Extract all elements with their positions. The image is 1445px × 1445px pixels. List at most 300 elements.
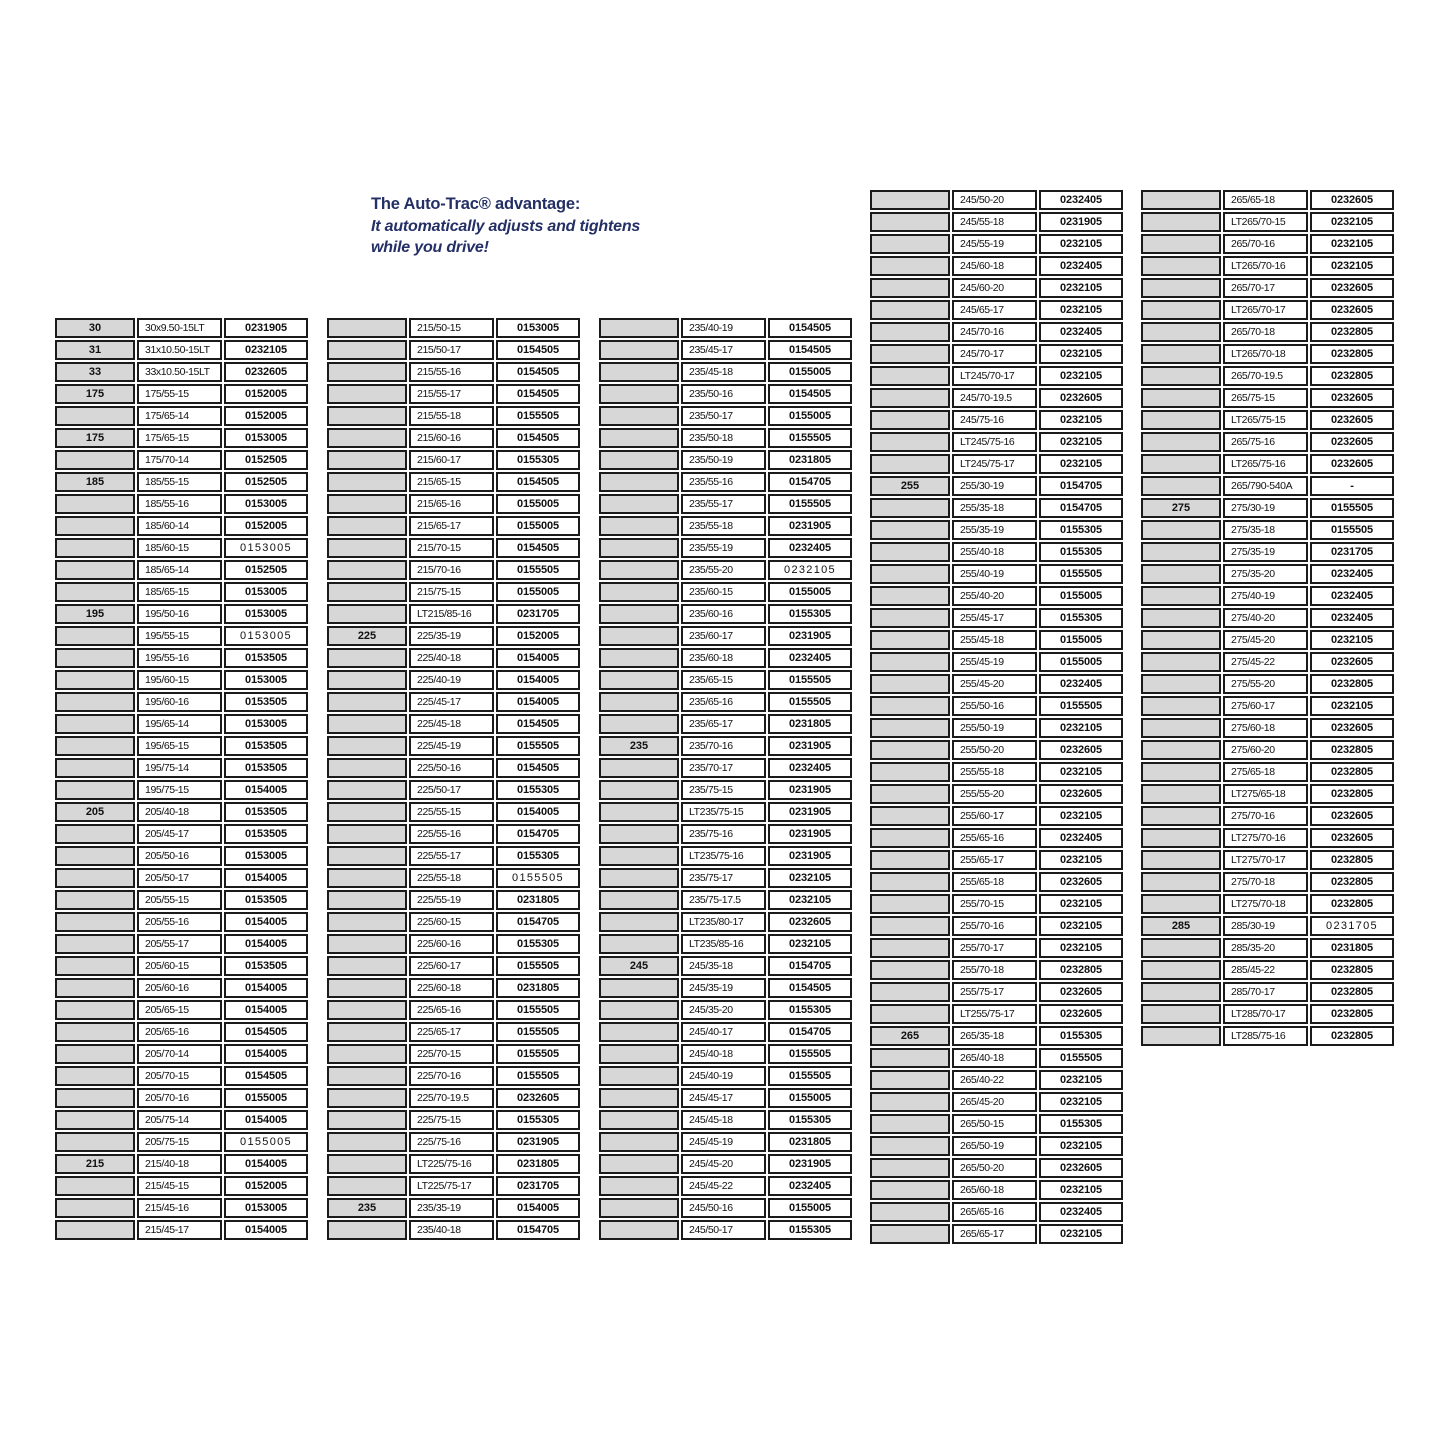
group-label-cell [870,564,950,584]
tire-size-cell: 215/50-17 [409,340,494,360]
table-row [327,1110,580,1130]
part-number-cell: 0152005 [224,384,308,404]
tire-size-cell: 245/40-18 [681,1044,766,1064]
table-row [599,340,852,360]
table-row [599,1000,852,1020]
part-number-cell: 0231905 [768,824,852,844]
group-label-cell: 30 [55,318,135,338]
table-row [870,630,1123,650]
table-row [1141,872,1394,892]
tire-size-cell: 215/65-17 [409,516,494,536]
part-number-cell: 0232105 [768,890,852,910]
part-number-cell: 0154005 [496,802,580,822]
table-row [870,498,1123,518]
table-row [1141,960,1394,980]
table-row [870,388,1123,408]
tire-size-cell: 185/60-14 [137,516,222,536]
table-row [327,1044,580,1064]
table-row [599,1088,852,1108]
group-label-cell [870,498,950,518]
group-label-cell [870,1004,950,1024]
part-number-cell: 0152005 [224,516,308,536]
table-row [599,472,852,492]
tire-size-cell: 30x9.50-15LT [137,318,222,338]
part-number-cell: 0232605 [1039,982,1123,1002]
group-label-cell [599,1044,679,1064]
group-label-cell [1141,982,1221,1002]
part-number-cell: 0155005 [496,582,580,602]
group-label-cell [870,256,950,276]
group-label-cell: 195 [55,604,135,624]
part-number-cell: 0232105 [1039,1180,1123,1200]
part-number-cell: 0154005 [224,912,308,932]
tire-size-cell: 225/60-16 [409,934,494,954]
table-row [55,736,308,756]
part-number-cell: 0154705 [768,956,852,976]
part-number-cell: 0155005 [224,1132,308,1152]
group-label-cell [55,450,135,470]
group-label-cell [55,780,135,800]
tire-size-cell: 265/35-18 [952,1026,1037,1046]
group-label-cell [327,780,407,800]
group-label-cell [55,868,135,888]
group-label-cell [870,520,950,540]
table-row [870,828,1123,848]
part-number-cell: 0232405 [1039,828,1123,848]
tire-size-cell: 195/65-15 [137,736,222,756]
size-table-3 [599,318,852,1240]
part-number-cell: 0231905 [768,846,852,866]
table-row [327,494,580,514]
group-label-cell [1141,652,1221,672]
part-number-cell: 0155505 [496,1044,580,1064]
tire-size-cell: 195/55-15 [137,626,222,646]
group-label-cell [870,1202,950,1222]
part-number-cell: 0153005 [224,538,308,558]
table-row [870,366,1123,386]
table-row [1141,740,1394,760]
part-number-cell: 0232605 [1039,388,1123,408]
group-label-cell [870,278,950,298]
group-label-cell [870,872,950,892]
part-number-cell: 0154705 [496,824,580,844]
table-row [1141,718,1394,738]
group-label-cell [870,1180,950,1200]
part-number-cell: 0155005 [496,516,580,536]
part-number-cell: 0154005 [224,868,308,888]
table-row [55,1154,308,1174]
group-label-cell [327,516,407,536]
table-row [870,1202,1123,1222]
group-label-cell [327,1220,407,1240]
table-row [599,1176,852,1196]
table-row [327,538,580,558]
table-row [1141,696,1394,716]
tire-size-cell: 175/65-14 [137,406,222,426]
part-number-cell: 0232605 [1039,872,1123,892]
group-label-cell [327,538,407,558]
group-label-cell [870,454,950,474]
tire-size-cell: 275/60-18 [1223,718,1308,738]
part-number-cell: 0154505 [224,1022,308,1042]
group-label-cell [1141,344,1221,364]
group-label-cell: 33 [55,362,135,382]
part-number-cell: 0155505 [1310,498,1394,518]
part-number-cell: 0154505 [768,384,852,404]
part-number-cell: 0155305 [1039,1026,1123,1046]
table-row [55,1110,308,1130]
table-row [599,846,852,866]
part-number-cell: 0155305 [496,780,580,800]
part-number-cell: 0155505 [496,1066,580,1086]
group-label-cell: 31 [55,340,135,360]
table-row [870,322,1123,342]
part-number-cell: 0232805 [1310,894,1394,914]
group-label-cell [870,674,950,694]
part-number-cell: 0232105 [1039,432,1123,452]
group-label-cell [599,428,679,448]
tire-size-cell: LT245/75-17 [952,454,1037,474]
group-label-cell [1141,762,1221,782]
table-row [599,978,852,998]
tire-size-cell: 265/70-18 [1223,322,1308,342]
table-row [1141,608,1394,628]
table-row [55,582,308,602]
table-row [327,560,580,580]
tire-size-cell: 275/30-19 [1223,498,1308,518]
table-row [327,406,580,426]
group-label-cell [870,322,950,342]
part-number-cell: 0155505 [768,494,852,514]
tire-size-cell: 265/70-17 [1223,278,1308,298]
part-number-cell: 0232105 [1039,366,1123,386]
part-number-cell: 0232605 [1039,1158,1123,1178]
table-row [870,212,1123,232]
table-row [327,978,580,998]
table-row [599,582,852,602]
tire-size-cell: 265/45-20 [952,1092,1037,1112]
group-label-cell [870,1092,950,1112]
tire-size-cell: 205/65-16 [137,1022,222,1042]
group-label-cell [599,780,679,800]
part-number-cell: 0232405 [1310,586,1394,606]
tire-size-cell: 255/40-18 [952,542,1037,562]
tire-size-cell: LT265/70-18 [1223,344,1308,364]
table-row [327,1132,580,1152]
part-number-cell: 0231905 [768,802,852,822]
part-number-cell: 0232605 [1310,828,1394,848]
table-row [1141,498,1394,518]
tire-size-cell: 235/75-16 [681,824,766,844]
group-label-cell: 255 [870,476,950,496]
tire-size-cell: 275/55-20 [1223,674,1308,694]
tire-size-cell: LT265/70-17 [1223,300,1308,320]
part-number-cell: 0153005 [224,846,308,866]
tire-size-cell: 235/75-17 [681,868,766,888]
group-label-cell [327,1066,407,1086]
table-row [599,318,852,338]
part-number-cell: 0232405 [768,538,852,558]
part-number-cell: 0231905 [1039,212,1123,232]
part-number-cell: 0152005 [224,1176,308,1196]
part-number-cell: 0232805 [1310,982,1394,1002]
part-number-cell: 0155505 [768,670,852,690]
tire-size-cell: 275/35-20 [1223,564,1308,584]
group-label-cell [599,494,679,514]
table-row [55,1132,308,1152]
table-row [55,1044,308,1064]
table-row [870,608,1123,628]
table-row [1141,916,1394,936]
part-number-cell: 0231905 [768,780,852,800]
group-label-cell [327,1132,407,1152]
part-number-cell: 0231705 [496,1176,580,1196]
tire-size-cell: 225/45-17 [409,692,494,712]
table-row [327,516,580,536]
part-number-cell: 0232105 [1039,1070,1123,1090]
part-number-cell: 0232805 [1310,1026,1394,1046]
part-number-cell: 0232405 [1039,190,1123,210]
part-number-cell: 0152505 [224,450,308,470]
table-row [55,428,308,448]
table-row [1141,828,1394,848]
tire-size-cell: 235/55-16 [681,472,766,492]
tire-size-cell: 235/35-19 [409,1198,494,1218]
group-label-cell [327,406,407,426]
table-row [327,1022,580,1042]
table-row [870,696,1123,716]
tire-size-cell: 235/55-20 [681,560,766,580]
part-number-cell: 0153005 [224,626,308,646]
table-row [327,824,580,844]
tire-size-cell: 235/55-17 [681,494,766,514]
table-row [599,604,852,624]
table-row [327,868,580,888]
tire-size-cell: 245/50-16 [681,1198,766,1218]
group-label-cell: 215 [55,1154,135,1174]
table-row [327,758,580,778]
table-row [870,410,1123,430]
group-label-cell [327,670,407,690]
table-row [870,256,1123,276]
table-row [55,1088,308,1108]
tire-size-cell: 265/70-19.5 [1223,366,1308,386]
part-number-cell: 0155505 [1039,696,1123,716]
table-row [870,1158,1123,1178]
tire-size-cell: 205/75-14 [137,1110,222,1130]
part-number-cell: - [1310,476,1394,496]
group-label-cell: 245 [599,956,679,976]
part-number-cell: 0232805 [1310,850,1394,870]
group-label-cell [55,934,135,954]
part-number-cell: 0232805 [1310,1004,1394,1024]
tire-size-cell: 255/50-20 [952,740,1037,760]
tire-size-cell: 255/65-18 [952,872,1037,892]
table-row [870,1224,1123,1244]
table-row [55,340,308,360]
table-row [327,582,580,602]
tire-size-cell: LT245/70-17 [952,366,1037,386]
tire-size-cell: 255/35-19 [952,520,1037,540]
group-label-cell [1141,630,1221,650]
part-number-cell: 0153005 [224,604,308,624]
table-row [55,868,308,888]
group-label-cell [599,362,679,382]
part-number-cell: 0154005 [496,1198,580,1218]
tire-size-cell: 275/60-20 [1223,740,1308,760]
group-label-cell [870,300,950,320]
part-number-cell: 0155505 [768,1066,852,1086]
group-label-cell [1141,542,1221,562]
tire-size-cell: 285/35-20 [1223,938,1308,958]
tire-size-cell: 185/55-16 [137,494,222,514]
table-row [327,428,580,448]
tire-size-cell: LT275/70-18 [1223,894,1308,914]
table-row [55,714,308,734]
group-label-cell [599,648,679,668]
tire-size-cell: 185/65-15 [137,582,222,602]
part-number-cell: 0232105 [1310,212,1394,232]
part-number-cell: 0154505 [768,318,852,338]
part-number-cell: 0153005 [224,670,308,690]
tire-size-cell: LT235/75-15 [681,802,766,822]
part-number-cell: 0154705 [496,1220,580,1240]
part-number-cell: 0152005 [224,406,308,426]
group-label-cell [599,1220,679,1240]
part-number-cell: 0155305 [768,604,852,624]
part-number-cell: 0154005 [496,692,580,712]
part-number-cell: 0232105 [224,340,308,360]
part-number-cell: 0155005 [768,582,852,602]
tire-size-cell: 255/35-18 [952,498,1037,518]
part-number-cell: 0232105 [1039,806,1123,826]
table-row [1141,652,1394,672]
group-label-cell [599,1022,679,1042]
part-number-cell: 0231905 [768,516,852,536]
tire-size-cell: 215/70-16 [409,560,494,580]
tire-size-cell: 265/75-16 [1223,432,1308,452]
tire-size-cell: 235/50-16 [681,384,766,404]
tire-size-cell: 205/60-16 [137,978,222,998]
group-label-cell [1141,828,1221,848]
tire-size-cell: LT265/75-15 [1223,410,1308,430]
tire-size-cell: 215/60-17 [409,450,494,470]
part-number-cell: 0232105 [1039,234,1123,254]
tire-size-cell: 265/50-19 [952,1136,1037,1156]
part-number-cell: 0153505 [224,692,308,712]
table-row [55,912,308,932]
part-number-cell: 0232805 [1039,960,1123,980]
table-row [1141,234,1394,254]
tire-size-cell: 245/55-18 [952,212,1037,232]
table-row [599,428,852,448]
tire-size-cell: 245/70-19.5 [952,388,1037,408]
table-row [55,780,308,800]
part-number-cell: 0154505 [768,340,852,360]
tire-size-cell: 235/55-18 [681,516,766,536]
table-row [327,604,580,624]
part-number-cell: 0155005 [224,1088,308,1108]
part-number-cell: 0155305 [496,450,580,470]
tire-size-cell: 255/65-16 [952,828,1037,848]
part-number-cell: 0232805 [1310,674,1394,694]
tire-size-cell: 265/50-20 [952,1158,1037,1178]
group-label-cell [870,432,950,452]
tire-size-cell: 225/60-18 [409,978,494,998]
table-row [55,516,308,536]
part-number-cell: 0155505 [496,868,580,888]
part-number-cell: 0154705 [768,472,852,492]
part-number-cell: 0153505 [224,648,308,668]
part-number-cell: 0155305 [496,1110,580,1130]
part-number-cell: 0232805 [1310,322,1394,342]
tire-size-cell: 245/45-22 [681,1176,766,1196]
table-row [599,824,852,844]
group-label-cell: 265 [870,1026,950,1046]
group-label-cell [55,670,135,690]
table-row [870,1180,1123,1200]
tire-size-cell: 255/65-17 [952,850,1037,870]
part-number-cell: 0231905 [768,1154,852,1174]
table-row [1141,894,1394,914]
group-label-cell [55,956,135,976]
group-label-cell [870,1136,950,1156]
tire-size-cell: 245/35-20 [681,1000,766,1020]
part-number-cell: 0232105 [768,934,852,954]
tire-size-cell: 175/70-14 [137,450,222,470]
part-number-cell: 0232105 [1039,938,1123,958]
group-label-cell [327,472,407,492]
tire-size-cell: 265/65-18 [1223,190,1308,210]
table-row [870,1114,1123,1134]
group-label-cell [1141,586,1221,606]
tire-size-cell: 255/50-19 [952,718,1037,738]
table-row [327,1000,580,1020]
table-row [327,1088,580,1108]
group-label-cell [55,626,135,646]
group-label-cell [1141,784,1221,804]
group-label-cell [327,978,407,998]
part-number-cell: 0155305 [1039,1114,1123,1134]
part-number-cell: 0232105 [1310,630,1394,650]
part-number-cell: 0155005 [496,494,580,514]
tire-size-cell: 245/50-20 [952,190,1037,210]
tire-size-cell: 195/65-14 [137,714,222,734]
table-row [1141,674,1394,694]
advantage-title: The Auto-Trac® advantage: [371,195,581,213]
group-label-cell [327,450,407,470]
group-label-cell [599,406,679,426]
group-label-cell [870,960,950,980]
table-row [55,692,308,712]
group-label-cell [599,1176,679,1196]
tire-size-cell: 205/75-15 [137,1132,222,1152]
part-number-cell: 0232605 [1310,718,1394,738]
group-label-cell: 285 [1141,916,1221,936]
table-row [55,560,308,580]
tire-size-cell: 205/65-15 [137,1000,222,1020]
group-label-cell [599,714,679,734]
tire-size-cell: 225/70-19.5 [409,1088,494,1108]
part-number-cell: 0154705 [1039,498,1123,518]
table-row [327,384,580,404]
group-label-cell [599,1198,679,1218]
group-label-cell [327,714,407,734]
table-row [870,652,1123,672]
part-number-cell: 0231905 [768,736,852,756]
group-label-cell [1141,476,1221,496]
table-row [1141,586,1394,606]
